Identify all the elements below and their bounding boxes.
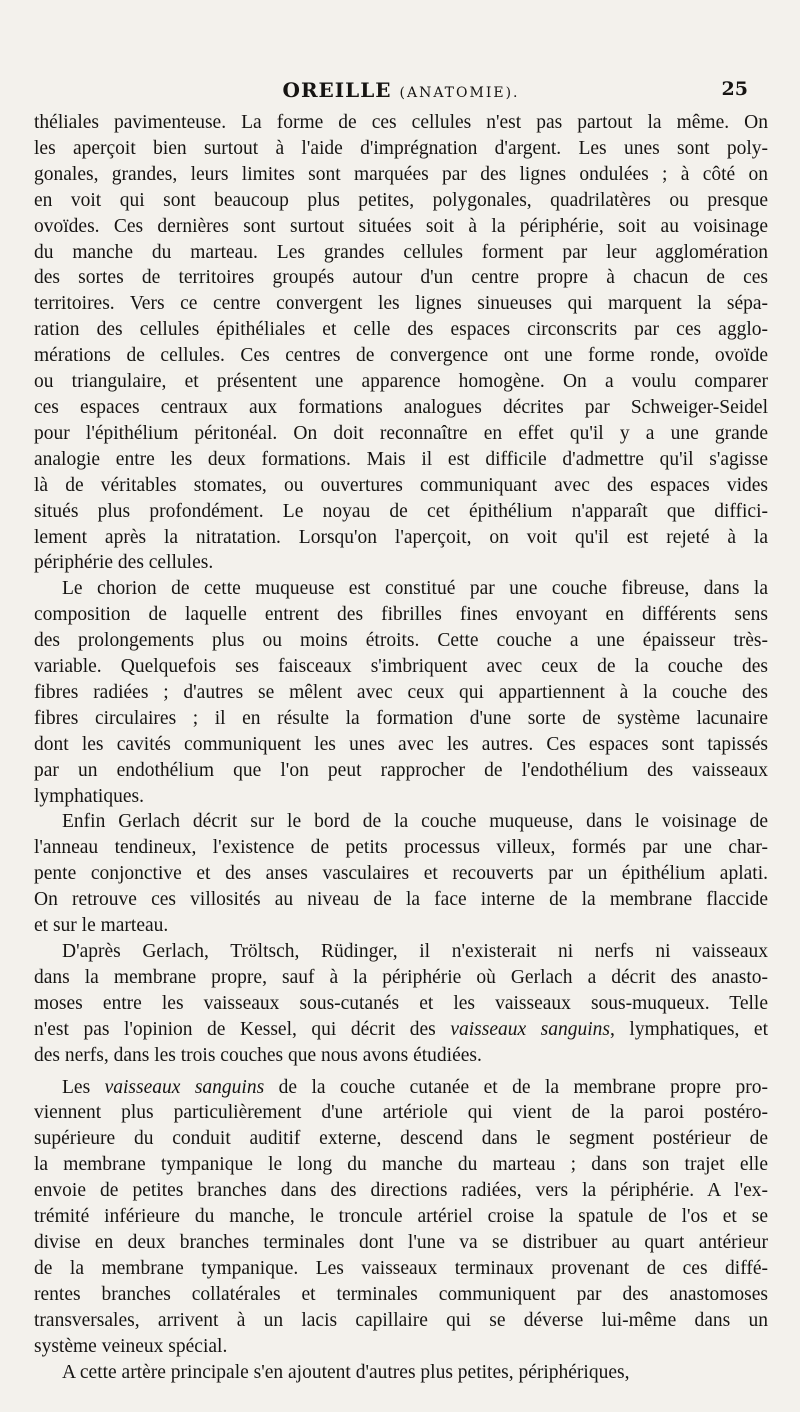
running-head [34,78,768,102]
text-line: composition de laquelle entrent des fibrilles fines envoyant en différents sens [34,604,768,626]
text-line: trémité inférieure du manche, le troncule artériel croise la spatule de l'os et se [34,1206,768,1228]
text-line: Les vaisseaux sanguins de la couche cutanée et de la membrane propre pro- [62,1076,768,1098]
text-line: mérations de cellules. Ces centres de convergence ont une forme ronde, ovoïde [34,345,768,367]
text-line: là de véritables stomates, ou ouvertures communiquant avec des espaces vides [34,474,768,496]
text-line: n'est pas l'opinion de Kessel, qui décrit des vaisseaux sanguins, lymphatiques, et [34,1018,768,1040]
paragraph [34,110,768,576]
text-line: transversales, arrivent à un lacis capillaire qui se déverse lui-même dans un [34,1309,768,1331]
text-line: les aperçoit bien surtout à l'aide d'imprégnation d'argent. Les unes sont poly- [34,137,768,159]
text-line: moses entre les vaisseaux sous-cutanés et les vaisseaux sous-muqueux. Telle [34,992,768,1014]
page-header [34,70,768,104]
text-line: de la membrane tympanique. Les vaisseaux terminaux provenant de ces diffé- [34,1257,768,1279]
text-line: périphérie des cellules. [34,552,214,574]
text-line: pour l'épithélium péritonéal. On doit reconnaître en effet qu'il y a une grande [34,422,768,444]
text-line: situés plus profondément. Le noyau de cet épithélium n'apparaît que diffici- [34,500,768,522]
text-line: ces espaces centraux aux formations analogues décrites par Schweiger-Seidel [34,396,768,418]
running-head-subtitle: (ANATOMIE). [399,85,520,101]
page-number: 25 [721,78,748,100]
text-line: des prolongements plus ou moins étroits. Cette couche a une épaisseur très- [34,630,768,652]
text-line: supérieure du conduit auditif externe, descend dans le segment postérieur de [34,1128,768,1150]
text-line: en voit qui sont beaucoup plus petites, polygonales, quadrilatères ou presque [34,189,768,211]
text-line: l'anneau tendineux, l'existence de petits processus villeux, formés par une char- [34,837,768,859]
text-line: système veineux spécial. [34,1335,228,1357]
text-line: lement après la nitratation. Lorsqu'on l'aperçoit, on voit qu'il est rejeté à la [34,526,768,548]
paragraph [34,576,768,809]
text-line: ration des cellules épithéliales et celle des espaces circonscrits par ces agglo- [34,319,768,341]
text-line: des nerfs, dans les trois couches que nous avons étudiées. [34,1044,482,1066]
body-text [34,110,768,1385]
text-line: divise en deux branches terminales dont l'une va se distribuer au quart antérieur [34,1231,768,1253]
text-line: rentes branches collatérales et terminales communiquent par des anastomoses [34,1283,768,1305]
text-line: lymphatiques. [34,785,144,807]
text-line: du manche du marteau. Les grandes cellules forment par leur agglomération [34,241,768,263]
running-head-title: OREILLE [282,78,392,102]
text-line: des sortes de territoires groupés autour d'un centre propre à chacun de ces [34,267,768,289]
text-line: la membrane tympanique le long du manche du marteau ; dans son trajet elle [34,1154,768,1176]
text-line: ou triangulaire, et présentent une apparence homogène. On a voulu comparer [34,371,768,393]
paragraph [34,1360,768,1386]
text-line: fibres radiées ; d'autres se mêlent avec ceux qui appartiennent à la couche des [34,681,768,703]
text-line: dont les cavités communiquent les unes avec les autres. Ces espaces sont tapissés [34,733,768,755]
text-line: par un endothélium que l'on peut rapprocher de l'endothélium des vaisseaux [34,759,768,781]
text-line: Le chorion de cette muqueuse est constitué par une couche fibreuse, dans la [62,578,768,600]
text-line: territoires. Vers ce centre convergent les lignes sinueuses qui marquent la sépa- [34,293,768,315]
paragraph [34,1075,768,1360]
paragraph [34,939,768,1069]
text-line: Enfin Gerlach décrit sur le bord de la couche muqueuse, dans le voisinage de [62,811,768,833]
text-line: D'après Gerlach, Tröltsch, Rüdinger, il n'existerait ni nerfs ni vaisseaux [62,941,768,962]
text-line: On retrouve ces villosités au niveau de la face interne de la membrane flaccide [34,889,768,911]
text-line: viennent plus particulièrement d'une artériole qui vient de la paroi postéro- [34,1102,768,1124]
text-line: pente conjonctive et des anses vasculaires et recouverts par un épithélium aplati. [34,863,768,885]
text-line: analogie entre les deux formations. Mais il est difficile d'admettre qu'il s'agisse [34,448,768,470]
text-line: gonales, grandes, leurs limites sont marquées par des lignes ondulées ; à côté on [34,163,768,185]
text-line: fibres circulaires ; il en résulte la formation d'une sorte de système lacunaire [34,707,768,729]
text-line: et sur le marteau. [34,915,169,937]
text-line: variable. Quelquefois ses faisceaux s'imbriquent avec ceux de la couche des [34,656,768,678]
text-line: envoie de petites branches dans des directions radiées, vers la périphérie. A l'ex- [34,1180,768,1202]
text-line: théliales pavimenteuse. La forme de ces cellules n'est pas partout la même. On [34,112,768,133]
text-line: A cette artère principale s'en ajoutent d'autres plus petites, périphériques, [62,1361,630,1383]
text-line: ovoïdes. Ces dernières sont surtout situées soit à la périphérie, soit au voisinage [34,215,768,237]
paragraph [34,809,768,939]
text-line: dans la membrane propre, sauf à la périphérie où Gerlach a décrit des anasto- [34,966,768,988]
